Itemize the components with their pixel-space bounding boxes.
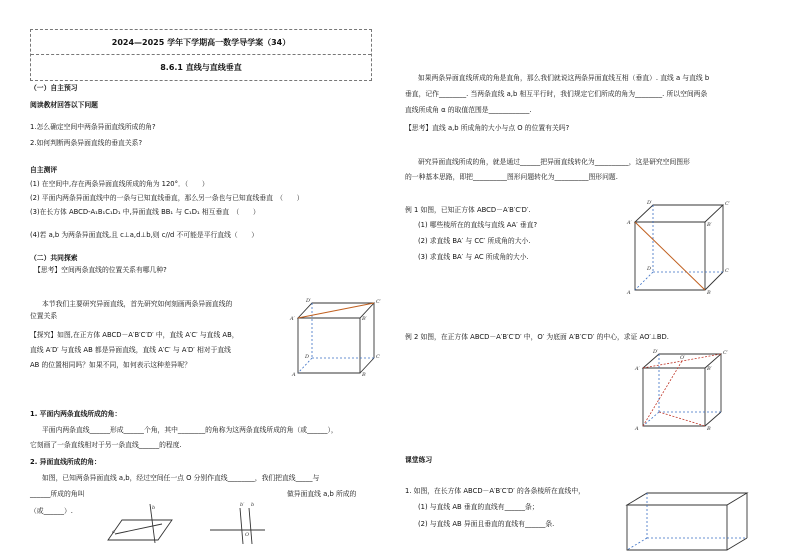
svg-text:D′: D′ bbox=[653, 349, 659, 355]
right-line-6: 的一种基本思路，即把__________图形问题转化为__________图形问题. bbox=[405, 173, 618, 181]
skew-angle-line-1: 如图，已知两条异面直线 a,b，经过空间任一点 O 分别作直线________，我们把直线_____与 bbox=[42, 474, 320, 482]
skew-lines-figure bbox=[100, 500, 190, 545]
example-1-part-3: (3) 求直线 BA′ 与 AC 所成角的大小. bbox=[418, 253, 529, 261]
think-question: 【思考】空间两条直线的位置关系有哪几种? bbox=[34, 266, 167, 274]
practice-1-part-1: (1) 与直线 AB 垂直的直线有______条； bbox=[418, 503, 539, 511]
svg-text:A: A bbox=[292, 372, 296, 378]
example-1-part-1: (1) 哪些棱所在的直线与直线 AA′ 垂直? bbox=[418, 221, 538, 229]
question-1: 1.怎么确定空间中两条异面直线所成的角? bbox=[30, 123, 156, 131]
svg-text:B′: B′ bbox=[362, 316, 367, 322]
intro-line-1: 本节我们主要研究异面直线，首先研究如何刻画两条异面直线的 bbox=[42, 300, 233, 308]
right-think: 【思考】直线 a,b 所成角的大小与点 O 的位置有关吗? bbox=[405, 124, 570, 132]
svg-text:B′: B′ bbox=[707, 366, 712, 372]
heading-plane-angle: 1. 平面内两条直线所成的角： bbox=[30, 410, 122, 418]
plane-angle-line-2: 它刻画了一条直线相对于另一条直线______的程度. bbox=[30, 441, 182, 449]
right-line-1: 如果两条异面直线所成的角是直角，那么我们就说这两条异面直线互相（垂直）. 直线 a 与直线 b bbox=[418, 74, 710, 82]
section-explore: （二）共同探索 bbox=[30, 254, 78, 262]
svg-text:b: b bbox=[152, 505, 156, 511]
svg-text:D′: D′ bbox=[306, 298, 312, 304]
practice-heading: 课堂练习 bbox=[405, 456, 433, 464]
title-box bbox=[30, 29, 372, 81]
selftest-heading: 自主测评 bbox=[30, 166, 58, 174]
example-2: 例 2 如图，在正方体 ABCD－A′B′C′D′ 中，O′ 为底面 A′B′C′D′ 的中心，求证 AO′⊥BD. bbox=[405, 333, 669, 341]
selftest-2: (2) 平面内两条异面直线中的一条与已知直线垂直，那么另一条也与已知直线垂直 （ ） bbox=[30, 194, 304, 202]
svg-text:B: B bbox=[707, 426, 711, 432]
cube-figure-2 bbox=[625, 200, 730, 295]
svg-text:A′: A′ bbox=[290, 316, 295, 322]
worksheet-title: 2024—2025 学年下学期高一数学导学案（34） bbox=[111, 37, 291, 47]
translated-lines-figure bbox=[205, 500, 275, 545]
svg-text:C′: C′ bbox=[376, 299, 381, 305]
svg-text:B: B bbox=[362, 372, 366, 378]
svg-text:C: C bbox=[376, 354, 380, 360]
intro-line-2: 位置关系 bbox=[30, 312, 58, 320]
skew-angle-line-2: ______所成的角叫 bbox=[30, 490, 85, 498]
svg-text:b: b bbox=[251, 502, 255, 508]
svg-text:A′: A′ bbox=[635, 366, 640, 372]
svg-text:B′: B′ bbox=[707, 222, 712, 228]
section-preview: （一）自主预习 bbox=[30, 84, 78, 92]
svg-text:D′: D′ bbox=[647, 200, 653, 206]
explore-line-2: 直线 A′D′ 与直线 AB 都是异面直线，直线 A′C′ 与 A′D′ 相对于直线 bbox=[30, 346, 231, 354]
selftest-3: (3)在长方体 ABCD-A₁B₁C₁D₁ 中,异面直线 BB₁ 与 C₁D₁ 相互垂直 （ ） bbox=[30, 208, 260, 216]
svg-text:B: B bbox=[707, 290, 711, 296]
svg-text:D: D bbox=[647, 266, 652, 272]
right-line-3: 直线所成角 α 的取值范围是____________. bbox=[405, 106, 532, 114]
svg-text:b′: b′ bbox=[240, 502, 245, 508]
svg-text:O′: O′ bbox=[680, 355, 686, 361]
question-2: 2.如何判断两条异面直线的垂直关系? bbox=[30, 139, 143, 147]
explore-line-3: AB 的位置相同吗？如果不同，如何表示这种差异呢？ bbox=[30, 361, 192, 369]
practice-1: 1. 如图，在长方体 ABCD－A′B′C′D′ 的各条棱所在直线中， bbox=[405, 487, 585, 495]
svg-text:C′: C′ bbox=[723, 350, 728, 356]
explore-line-1: 【探究】如图,在正方体 ABCD－A′B′C′D′ 中，直线 A′C′ 与直线 AB， bbox=[30, 331, 239, 339]
right-line-2: 垂直，记作________. 当两条直线 a,b 相互平行时，我们规定它们所成的角为________. 所以空间两条 bbox=[405, 90, 708, 98]
heading-skew-angle: 2. 异面直线所成的角： bbox=[30, 458, 101, 466]
svg-text:C: C bbox=[725, 268, 729, 274]
svg-text:A: A bbox=[627, 290, 631, 296]
svg-text:O: O bbox=[245, 532, 250, 538]
example-1: 例 1 如图，已知正方体 ABCD－A′B′C′D′. bbox=[405, 206, 531, 214]
selftest-1: (1) 在空间中,存在两条异面直线所成的角为 120°．（ ） bbox=[30, 180, 209, 188]
reading-heading: 阅读教材回答以下问题 bbox=[30, 101, 98, 109]
right-line-5: 研究异面直线所成的角，就是通过______把异面直线转化为__________，这是研究空间图形 bbox=[418, 158, 690, 166]
selftest-4: (4)若 a,b 为两条异面直线,且 c⊥a,d⊥b,则 c//d 不可能是平行直线（ ） bbox=[30, 231, 259, 239]
skew-angle-line-4: （或______）. bbox=[30, 507, 73, 515]
example-1-part-2: (2) 求直线 BA′ 与 CC′ 所成角的大小. bbox=[418, 237, 531, 245]
svg-text:C′: C′ bbox=[725, 201, 730, 207]
svg-text:A′: A′ bbox=[627, 220, 632, 226]
plane-angle-line-1: 平面内两条直线______形成______个角，其中________的角称为这两条直线所成的角（或______）， bbox=[42, 426, 338, 434]
svg-text:A: A bbox=[635, 426, 639, 432]
lesson-title: 8.6.1 直线与直线垂直 bbox=[31, 54, 371, 79]
svg-text:a: a bbox=[112, 529, 115, 535]
cube-figure-1 bbox=[290, 298, 380, 378]
svg-text:D: D bbox=[305, 354, 310, 360]
skew-angle-line-3: 做异面直线 a,b 所成的 bbox=[287, 490, 357, 498]
cube-figure-3 bbox=[635, 350, 730, 430]
practice-1-part-2: (2) 与直线 AB 异面且垂直的直线有______条. bbox=[418, 520, 555, 528]
cuboid-figure bbox=[622, 490, 752, 555]
